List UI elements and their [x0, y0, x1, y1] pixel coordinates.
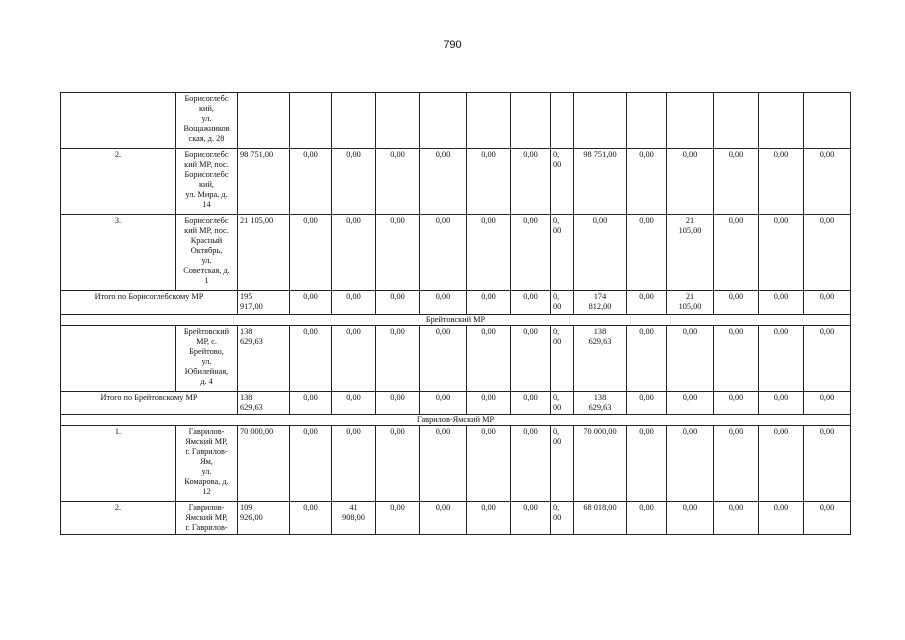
amount-cell: 0,00 — [290, 426, 332, 502]
object-address: Борисоглебс кий МР, пос. Красный Октябрь, ул. Советская, д. 1 — [176, 215, 238, 291]
row-number — [61, 326, 176, 392]
amount-cell: 0,00 — [290, 291, 332, 315]
amount-cell: 0, 00 — [551, 149, 574, 215]
amount-cell: 0,00 — [804, 215, 851, 291]
amount-cell: 0,00 — [467, 215, 511, 291]
amount-cell: 41 908,00 — [332, 502, 376, 535]
row-number: 2. — [61, 149, 176, 215]
total-label: Итого по Борисоглебскому МР — [61, 291, 238, 315]
amount-cell: 0,00 — [759, 426, 804, 502]
amount-cell: 0,00 — [376, 149, 420, 215]
amount-cell: 70 000,00 — [238, 426, 290, 502]
object-address: Брейтовский МР, с. Брейтово, ул. Юбилейная, д. 4 — [176, 326, 238, 392]
amount-cell: 0, 00 — [551, 392, 574, 415]
region-header-row — [61, 415, 851, 426]
region-header-row — [61, 315, 851, 326]
amount-cell: 0,00 — [467, 392, 511, 415]
amount-cell: 0,00 — [511, 502, 551, 535]
amount-cell — [332, 93, 376, 149]
amount-cell: 0,00 — [420, 291, 467, 315]
amount-cell: 174 812,00 — [574, 291, 627, 315]
amount-cell: 0,00 — [376, 502, 420, 535]
amount-cell: 68 018,00 — [574, 502, 627, 535]
amount-cell: 21 105,00 — [667, 291, 714, 315]
amount-cell: 195 917,00 — [238, 291, 290, 315]
amount-cell — [467, 93, 511, 149]
amount-cell: 21 105,00 — [667, 215, 714, 291]
amount-cell: 0,00 — [804, 392, 851, 415]
amount-cell: 0,00 — [511, 291, 551, 315]
total-label: Итого по Брейтовскому МР — [61, 392, 238, 415]
object-address: Гаврилов- Ямский МР, г. Гаврилов- Ям, ул. Комарова, д. 12 — [176, 426, 238, 502]
amount-cell: 0,00 — [759, 291, 804, 315]
amount-cell: 0,00 — [290, 392, 332, 415]
amount-cell: 0,00 — [332, 392, 376, 415]
amount-cell — [238, 93, 290, 149]
amount-cell: 70 000,00 — [574, 426, 627, 502]
amount-cell: 0,00 — [627, 426, 667, 502]
amount-cell — [667, 93, 714, 149]
amount-cell: 0,00 — [627, 291, 667, 315]
amount-cell: 138 629,63 — [238, 392, 290, 415]
amount-cell: 0,00 — [804, 502, 851, 535]
amount-cell: 98 751,00 — [574, 149, 627, 215]
amount-cell: 98 751,00 — [238, 149, 290, 215]
amount-cell: 0,00 — [667, 326, 714, 392]
amount-cell: 0,00 — [714, 392, 759, 415]
amount-cell: 0,00 — [467, 426, 511, 502]
region-name: Брейтовский МР — [61, 315, 851, 326]
amount-cell: 0,00 — [376, 392, 420, 415]
amount-cell: 0,00 — [511, 326, 551, 392]
amount-cell: 0,00 — [290, 502, 332, 535]
amount-cell: 0,00 — [759, 149, 804, 215]
amount-cell: 0,00 — [290, 215, 332, 291]
amount-cell: 0, 00 — [551, 426, 574, 502]
row-number — [61, 93, 176, 149]
amount-cell: 0,00 — [804, 291, 851, 315]
row-number: 1. — [61, 426, 176, 502]
amount-cell — [290, 93, 332, 149]
total-row — [61, 392, 851, 415]
amount-cell: 0,00 — [627, 326, 667, 392]
table-row — [61, 149, 851, 215]
amount-cell: 0,00 — [627, 392, 667, 415]
amount-cell: 0, 00 — [551, 291, 574, 315]
amount-cell: 0,00 — [467, 502, 511, 535]
object-address: Гаврилов- Ямский МР, г. Гаврилов- — [176, 502, 238, 535]
amount-cell: 0,00 — [467, 149, 511, 215]
amount-cell: 109 926,00 — [238, 502, 290, 535]
amount-cell — [376, 93, 420, 149]
amount-cell: 0,00 — [667, 149, 714, 215]
amount-cell: 0,00 — [467, 291, 511, 315]
amount-cell: 0,00 — [804, 426, 851, 502]
amount-cell — [804, 93, 851, 149]
object-address: Борисоглебс кий, ул. Вощажников ская, д. 28 — [176, 93, 238, 149]
row-number: 2. — [61, 502, 176, 535]
page-number: 790 — [443, 39, 462, 51]
amount-cell: 0,00 — [420, 149, 467, 215]
amount-cell: 0,00 — [804, 326, 851, 392]
amount-cell: 0,00 — [714, 215, 759, 291]
amount-cell: 0,00 — [667, 392, 714, 415]
amount-cell: 0,00 — [420, 426, 467, 502]
amount-cell: 0,00 — [627, 215, 667, 291]
table-row — [61, 326, 851, 392]
amount-cell: 138 629,63 — [238, 326, 290, 392]
amount-cell: 0,00 — [332, 149, 376, 215]
row-number: 3. — [61, 215, 176, 291]
amount-cell: 0,00 — [714, 291, 759, 315]
amount-cell: 0,00 — [714, 426, 759, 502]
amount-cell: 0,00 — [290, 149, 332, 215]
budget-table — [60, 92, 851, 535]
amount-cell: 0,00 — [420, 502, 467, 535]
amount-cell: 0,00 — [759, 502, 804, 535]
table-row — [61, 215, 851, 291]
amount-cell: 0,00 — [759, 392, 804, 415]
amount-cell — [420, 93, 467, 149]
amount-cell — [511, 93, 551, 149]
amount-cell: 0,00 — [714, 149, 759, 215]
amount-cell: 0,00 — [290, 326, 332, 392]
amount-cell: 0,00 — [511, 149, 551, 215]
amount-cell: 0,00 — [511, 426, 551, 502]
amount-cell: 0, 00 — [551, 326, 574, 392]
amount-cell: 0,00 — [759, 326, 804, 392]
amount-cell: 0,00 — [759, 215, 804, 291]
amount-cell: 21 105,00 — [238, 215, 290, 291]
amount-cell: 0, 00 — [551, 502, 574, 535]
amount-cell: 0,00 — [511, 392, 551, 415]
table-row — [61, 93, 851, 149]
amount-cell: 0,00 — [376, 426, 420, 502]
amount-cell: 0,00 — [574, 215, 627, 291]
amount-cell: 138 629,63 — [574, 326, 627, 392]
amount-cell: 0,00 — [467, 326, 511, 392]
amount-cell — [551, 93, 574, 149]
amount-cell: 0,00 — [667, 426, 714, 502]
amount-cell — [627, 93, 667, 149]
amount-cell: 0,00 — [332, 215, 376, 291]
amount-cell: 138 629,63 — [574, 392, 627, 415]
amount-cell: 0,00 — [714, 502, 759, 535]
amount-cell — [714, 93, 759, 149]
amount-cell: 0, 00 — [551, 215, 574, 291]
amount-cell: 0,00 — [667, 502, 714, 535]
amount-cell: 0,00 — [332, 291, 376, 315]
amount-cell: 0,00 — [511, 215, 551, 291]
total-row — [61, 291, 851, 315]
amount-cell: 0,00 — [376, 291, 420, 315]
table-row — [61, 426, 851, 502]
amount-cell — [574, 93, 627, 149]
amount-cell: 0,00 — [627, 149, 667, 215]
amount-cell: 0,00 — [420, 326, 467, 392]
amount-cell: 0,00 — [627, 502, 667, 535]
amount-cell: 0,00 — [376, 215, 420, 291]
table-row — [61, 502, 851, 535]
object-address: Борисоглебс кий МР, пос. Борисоглебс кий, ул. Мира, д. 14 — [176, 149, 238, 215]
region-name: Гаврилов-Ямский МР — [61, 415, 851, 426]
amount-cell: 0,00 — [420, 392, 467, 415]
amount-cell: 0,00 — [804, 149, 851, 215]
amount-cell: 0,00 — [332, 326, 376, 392]
amount-cell — [759, 93, 804, 149]
amount-cell: 0,00 — [714, 326, 759, 392]
amount-cell: 0,00 — [420, 215, 467, 291]
amount-cell: 0,00 — [332, 426, 376, 502]
amount-cell: 0,00 — [376, 326, 420, 392]
